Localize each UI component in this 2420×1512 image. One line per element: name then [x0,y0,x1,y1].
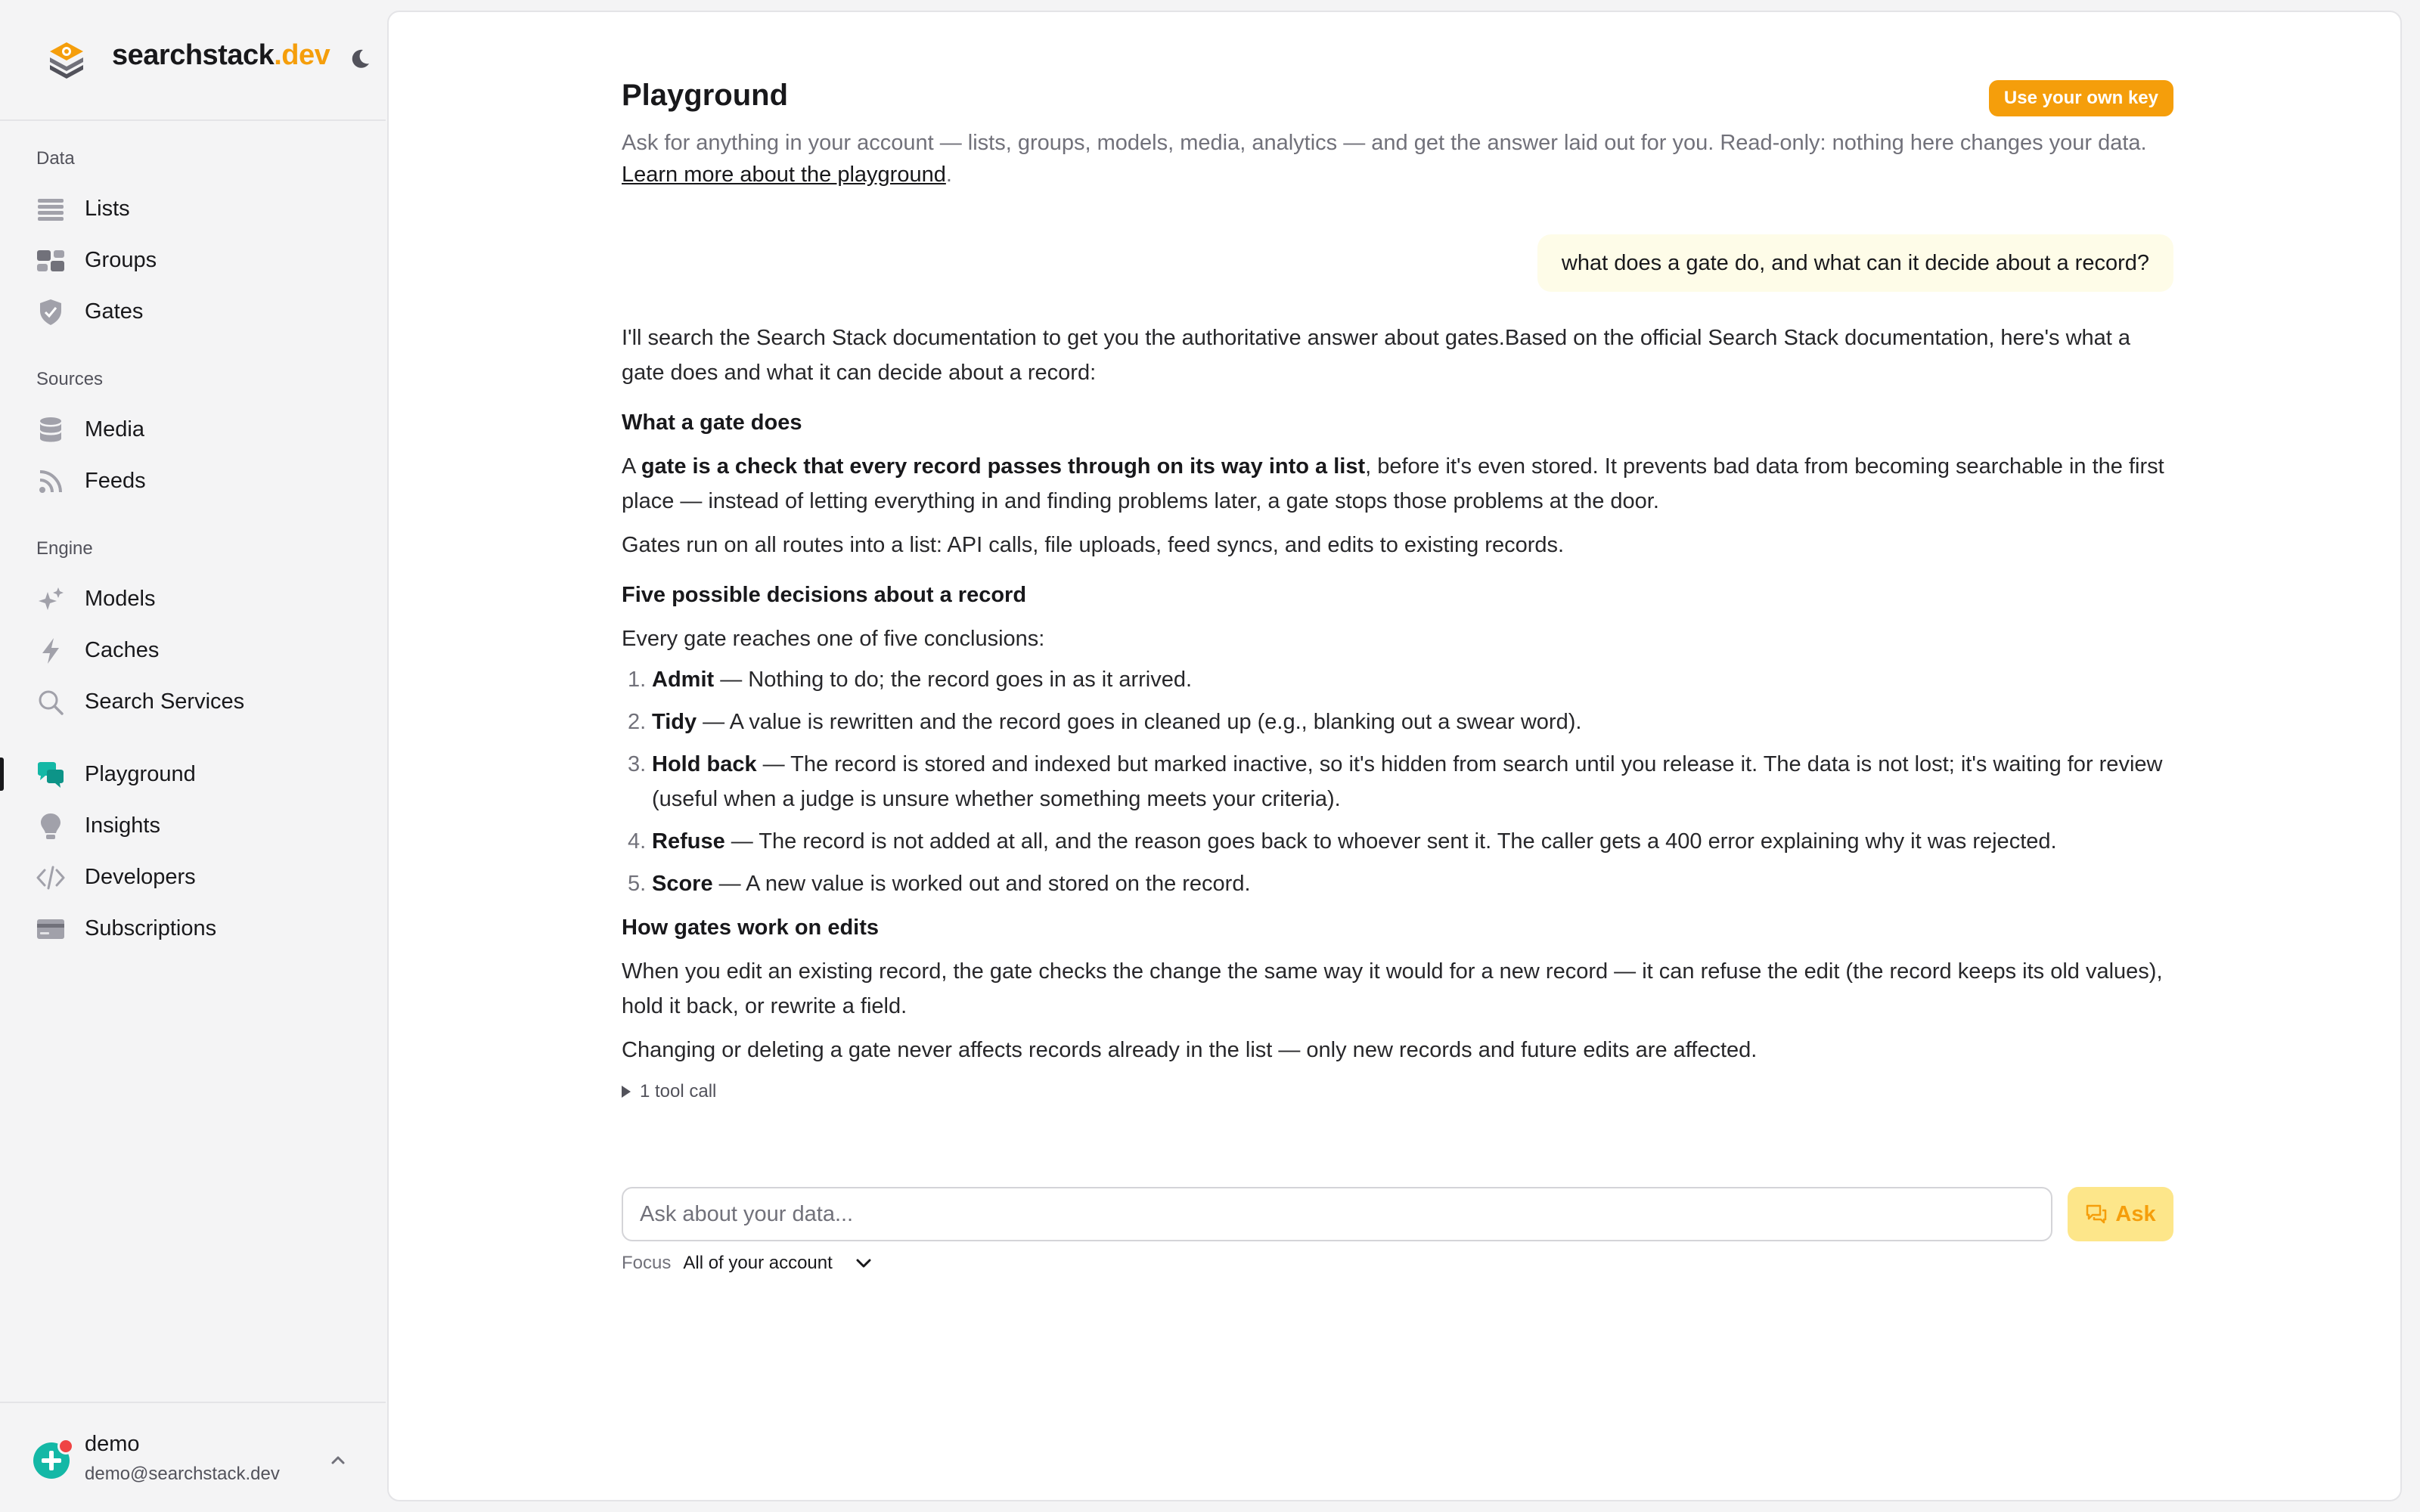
database-icon [36,416,65,445]
sidebar-item-label: Gates [85,299,144,324]
answer-paragraph: When you edit an existing record, the gate checks the change the same way it would for a new record — it can refuse the edit (the record keeps its old values), hold it back, or rewrite a field. [622,959,2163,1018]
code-icon [36,863,65,892]
decisions-list [622,662,2173,901]
user-account[interactable] [0,1402,386,1512]
user-email: demo@searchstack.dev [85,1464,280,1484]
sidebar-item-label: Caches [85,637,160,662]
chevron-up-icon[interactable] [327,1448,349,1471]
caret-right-icon [622,1086,631,1098]
sidebar-item-models[interactable] [0,575,386,623]
sidebar-item-caches[interactable] [0,626,386,674]
page-title: Playground [622,79,789,112]
brand-header [0,0,386,121]
list-item: 1. Admit — Nothing to do; the record goes in as it arrived. [628,668,1193,692]
learn-more-link[interactable]: Learn more about the playground [622,163,946,187]
sidebar-item-label: Search Services [85,689,245,714]
bolt-icon [36,637,65,665]
use-own-key-button[interactable]: Use your own key [1989,80,2173,116]
sidebar-item-subscriptions[interactable] [0,904,386,953]
sidebar-item-label: Subscriptions [85,916,217,940]
sidebar-item-label: Playground [85,761,196,786]
sidebar-item-label: Feeds [85,468,146,493]
list-icon [36,195,65,224]
sidebar-item-label: Media [85,417,144,442]
chat-bubble-icon [2085,1204,2108,1225]
answer-paragraph: Changing or deleting a gate never affects records already in the list — only new records and future edits are affected. [622,1038,1758,1062]
lightbulb-icon [36,812,65,841]
brand-name[interactable]: searchstack.dev [112,39,330,71]
sidebar-item-playground[interactable] [0,750,386,798]
sidebar-item-groups[interactable] [0,236,386,284]
assistant-answer [622,321,2173,1067]
sidebar-item-label: Groups [85,247,157,272]
notification-badge [57,1438,74,1455]
user-message-bubble: what does a gate do, and what can it decide about a record? [1537,234,2173,292]
rss-icon [36,467,65,496]
sidebar-item-gates[interactable] [0,287,386,336]
sidebar-item-media[interactable] [0,405,386,454]
sidebar-item-label: Models [85,586,156,611]
chat-icon [36,761,65,789]
groups-icon [36,246,65,275]
list-item: 5. Score — A new value is worked out and stored on the record. [628,872,1251,896]
ask-button[interactable] [2068,1187,2173,1241]
focus-row [622,1252,872,1275]
answer-heading: Five possible decisions about a record [622,583,1027,607]
answer-heading: What a gate does [622,411,802,435]
sidebar-item-insights[interactable] [0,801,386,850]
tool-call-disclosure[interactable] [622,1081,716,1102]
list-item: 3. Hold back — The record is stored and indexed but marked inactive, so it's hidden from search until you release it. The data is not lost; it's waiting for review (useful when a judge is unsure whether something meets your criteria). [628,752,2163,811]
nav-section-engine: Engine [36,538,93,559]
list-item: 4. Refuse — The record is not added at all, and the reason goes back to whoever sent it. The caller gets a 400 error explaining why it was rejected. [628,829,2057,854]
credit-card-icon [36,915,65,943]
nav-section-data: Data [36,148,75,169]
sidebar-item-search-services[interactable] [0,677,386,726]
answer-paragraph: A gate is a check that every record passes through on its way into a list, before it's even stored. It prevents bad data from becoming searchable in the first place — instead of letting everything in and finding problems later, a gate stops those problems at the door. [622,454,2164,513]
sidebar [0,0,386,1512]
focus-value: All of your account [683,1253,833,1273]
user-name: demo [85,1432,140,1456]
shield-icon [36,298,65,327]
sidebar-item-label: Lists [85,196,130,221]
focus-select[interactable] [683,1253,871,1274]
ask-input[interactable] [622,1187,2052,1241]
focus-label: Focus [622,1253,672,1273]
sidebar-item-label: Insights [85,813,160,838]
sidebar-item-developers[interactable] [0,853,386,901]
answer-paragraph: Gates run on all routes into a list: API calls, file uploads, feed syncs, and edits to existing records. [622,533,1565,557]
answer-paragraph: Every gate reaches one of five conclusions: [622,627,1045,651]
page-description: Ask for anything in your account — lists, groups, models, media, analytics — and get the answer laid out for you. Read-only: nothing here changes your data. Learn more about the playground. [622,131,2147,187]
sidebar-item-label: Developers [85,864,196,889]
nav-section-sources: Sources [36,369,104,389]
answer-intro: I'll search the Search Stack documentation to get you the authoritative answer about gates.Based on the official Search Stack documentation, here's what a gate does and what it can decide about a record: [622,326,2131,385]
stack-logo-icon[interactable] [45,38,88,80]
answer-heading: How gates work on edits [622,916,879,940]
ask-button-label: Ask [2115,1201,2156,1226]
chevron-down-icon [855,1258,872,1269]
moon-icon[interactable] [346,45,374,73]
sidebar-item-lists[interactable] [0,184,386,233]
main-panel [387,11,2402,1501]
sidebar-item-feeds[interactable] [0,457,386,505]
list-item: 2. Tidy — A value is rewritten and the record goes in cleaned up (e.g., blanking out a swear word). [628,710,1582,734]
tool-call-label: 1 tool call [640,1081,717,1101]
search-icon [36,688,65,717]
sparkles-icon [36,585,65,614]
